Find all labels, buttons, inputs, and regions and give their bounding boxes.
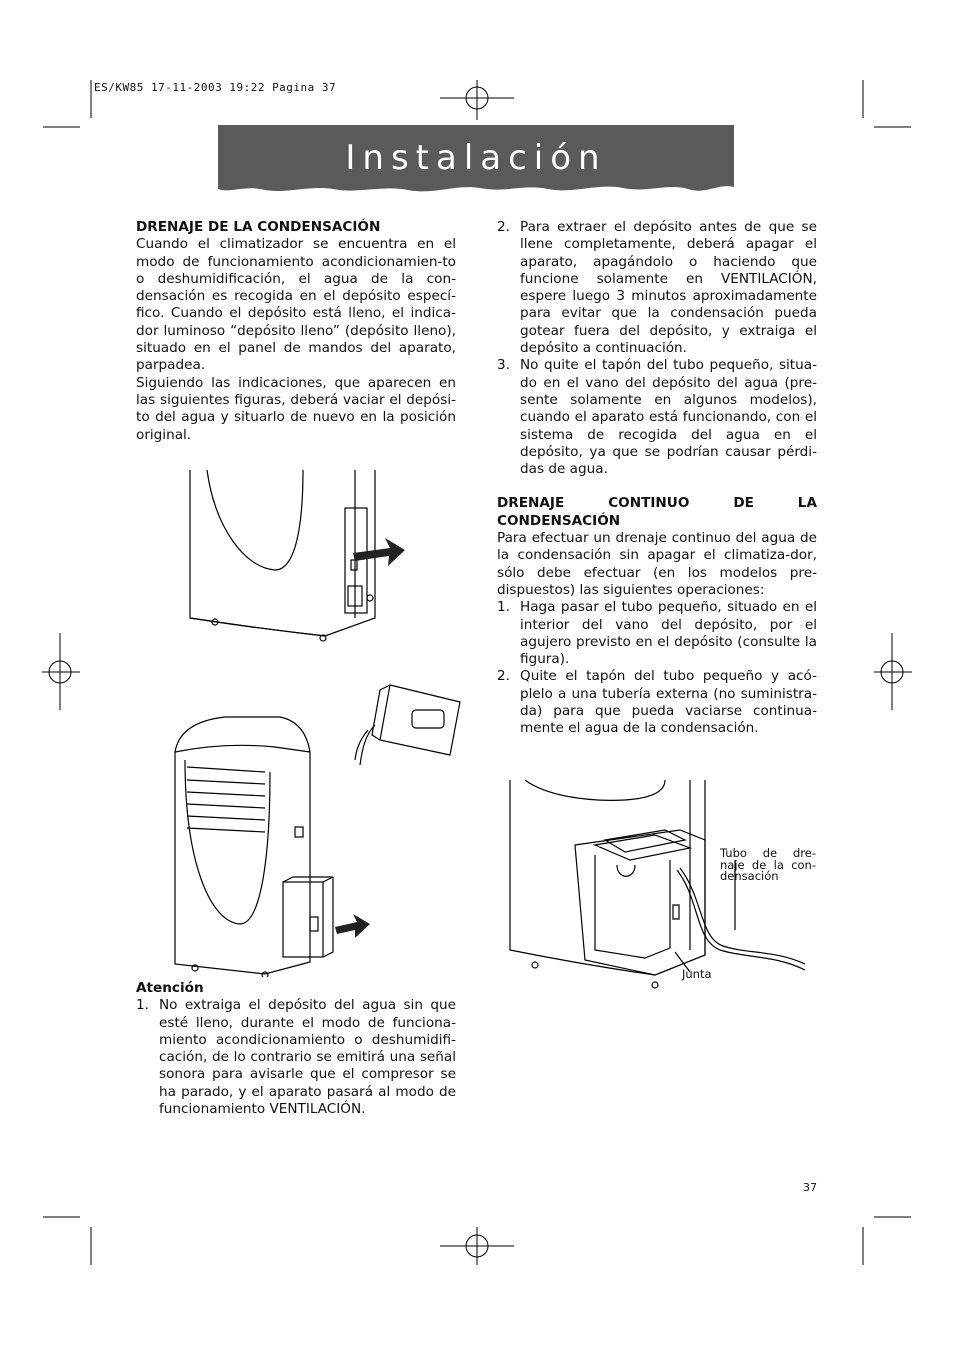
print-slug: ES/KW85 17-11-2003 19:22 Pagina 37 (94, 81, 337, 94)
list-item: 2. Quite el tapón del tubo pequeño y acó-plelo a una tubería externa (no suministra-da) para que pueda vaciarse continua-mente el agua de la condensación. (497, 668, 817, 737)
registration-mark-bottom (440, 1227, 514, 1265)
registration-mark-right (874, 633, 912, 710)
right-column (497, 219, 817, 738)
list-item: 1. No extraiga el depósito del agua sin que esté lleno, durante el modo de funciona-miento acondicionamiento o deshumidifi-cación, de lo contrario se emitirá una señal sonora para avisarle que el compresor se ha parado, y el aparato pasará al modo de funcionamiento VENTILACIÓN. (136, 997, 456, 1118)
page-title: Instalación (345, 138, 607, 178)
left-column-top (136, 219, 456, 444)
figure-tank-removal (185, 468, 410, 643)
paragraph: Para efectuar un drenaje continuo del agua de la condensación sin apagar el climatiza-dor, sólo debe efectuar (en los modelos pre-dispuestos) las siguientes operaciones: (497, 530, 817, 598)
list-item: 2. Para extraer el depósito antes de que se llene completamente, deberá apagar el aparato, apagándolo o haciendo que funcione solamente en VENTILACIÓN, espere luego 3 minutos aproximadamente para evitar que la condensación pueda gotear fuera del depósito, y extraiga el depósito a continuación. (497, 219, 817, 357)
list-item: 1. Haga pasar el tubo pequeño, situado en el interior del vano del depósito, por el agujero previsto en el depósito (consulte la figura). (497, 599, 817, 668)
section-heading-continuous-drainage: DRENAJE CONTINUO DE LA CONDENSACIÓN (497, 495, 817, 529)
figure-unit-front (165, 712, 375, 977)
label-gasket: Junta (682, 967, 712, 981)
page-number: 37 (803, 1181, 817, 1194)
paragraph: Cuando el climatizador se encuentra en el modo de funcionamiento acondicionamien-to o deshumidificación, el agua de la con-densación es recogida en el depósito especí-fico. Cuando el depósito está lleno, el indica-dor luminoso “depósito lleno” (depósito lleno), situado en el panel de mandos del aparato, parpadea. (136, 236, 456, 374)
list-item: 3. No quite el tapón del tubo pequeño, situa-do en el vano del depósito del agua (pre-sente solamente en algunos modelos), cuando el aparato está funcionando, con el sistema de recogida del agua en el depósito, ya que se podrían causar pérdi-das de agua. (497, 357, 817, 478)
registration-mark-left (42, 633, 80, 710)
left-column-bottom (136, 980, 456, 1118)
paragraph: Siguiendo las indicaciones, que aparecen en las siguientes figuras, deberá vaciar el depósi-to del agua y situarlo de nuevo en la posición original. (136, 374, 456, 443)
registration-mark-top (440, 80, 514, 120)
label-drain-tube: Tubo de dre-naje de la con-densación (720, 846, 816, 883)
attention-heading: Atención (136, 980, 204, 996)
section-heading-drainage: DRENAJE DE LA CONDENSACIÓN (136, 219, 381, 235)
figure-continuous-drainage (505, 780, 815, 990)
